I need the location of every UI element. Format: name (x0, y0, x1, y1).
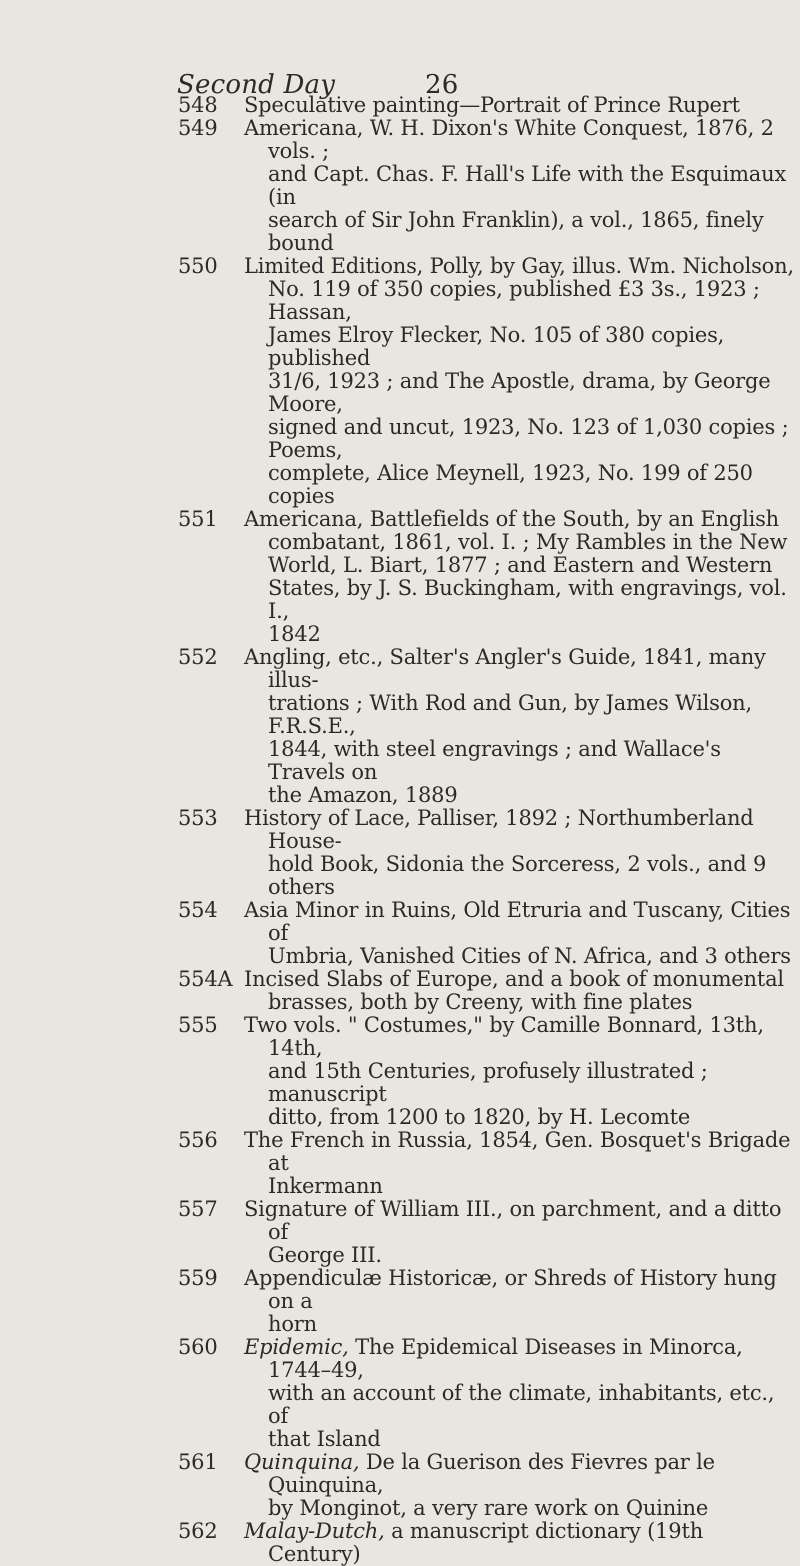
lot-number: 560 (178, 1335, 218, 1359)
lot-number: 553 (178, 806, 218, 830)
lot-entry (0, 255, 800, 508)
lot-entry (0, 94, 800, 117)
lot-description: Americana, Battlefields of the South, by an English combatant, 1861, vol. I. ; My Rambles in the New World, L. Biart, 1877 ; and Eastern and Western States, by J. S. Buckingham, with engravings, vol. I., 1842 (244, 507, 788, 646)
lot-entry (0, 899, 800, 968)
lot-description: Limited Editions, Polly, by Gay, illus. Wm. Nicholson, No. 119 of 350 copies, published £3 3s., 1923 ; Hassan, James Elroy Flecker, No. 105 of 380 copies, published 31/6, 1923 ; and The Apostle, drama, by George Moore, signed and uncut, 1923, No. 123 of 1,030 copies ; Poems, complete, Alice Meynell, 1923, No. 199 of 250 copies (244, 254, 794, 508)
lot-entry (0, 646, 800, 807)
lot-description: Americana, W. H. Dixon's White Conquest, 1876, 2 vols. ; and Capt. Chas. F. Hall's Life with the Esquimaux (in search of Sir John Franklin), a vol., 1865, finely bound (244, 116, 787, 255)
lot-number: 551 (178, 507, 218, 531)
lot-entry (0, 508, 800, 646)
lot-entry (0, 1520, 800, 1566)
lot-entry (0, 1198, 800, 1267)
lot-number: 550 (178, 254, 218, 278)
lot-description: Appendiculæ Historicæ, or Shreds of History hung on a horn (244, 1266, 777, 1336)
lot-entry (0, 1267, 800, 1336)
lot-number: 555 (178, 1013, 218, 1037)
lot-description (244, 1451, 796, 1520)
lot-entry (0, 117, 800, 255)
lot-entry (0, 1336, 800, 1451)
lot-description (244, 1336, 796, 1451)
lot-description: Incised Slabs of Europe, and a book of monumental brasses, both by Creeny, with fine plates (244, 967, 784, 1014)
lot-number: 562 (178, 1519, 218, 1543)
lot-number: 559 (178, 1266, 218, 1290)
day-title: Second Day (177, 70, 336, 100)
lot-description: The French in Russia, 1854, Gen. Bosquet's Brigade at Inkermann (244, 1128, 791, 1198)
lot-entry (0, 1129, 800, 1198)
lot-description: Angling, etc., Salter's Angler's Guide, 1841, many illus- trations ; With Rod and Gun, by James Wilson, F.R.S.E., 1844, with steel engravings ; and Wallace's Travels on the Amazon, 1889 (244, 645, 766, 807)
lot-number: 557 (178, 1197, 218, 1221)
lot-list (0, 92, 800, 1566)
lot-description-text: a manuscript dictionary (19th Century) (268, 1519, 704, 1566)
lot-entry (0, 807, 800, 899)
lot-title-italic: Malay-Dutch, (244, 1519, 385, 1543)
lot-description: Speculative painting—Portrait of Prince Rupert (244, 93, 740, 117)
lot-entry (0, 1014, 800, 1129)
lot-entry (0, 1451, 800, 1520)
lot-title-italic: Quinquina, (244, 1450, 360, 1474)
lot-description-text: The Epidemical Diseases in Minorca, 1744–49, with an account of the climate, inhabitants, etc., of that Island (268, 1335, 775, 1451)
lot-title-italic: Epidemic, (244, 1335, 349, 1359)
lot-description (244, 1520, 796, 1566)
lot-description: Asia Minor in Ruins, Old Etruria and Tuscany, Cities of Umbria, Vanished Cities of N. Africa, and 3 others (244, 898, 791, 968)
lot-description: Signature of William III., on parchment, and a ditto of George III. (244, 1197, 782, 1267)
lot-description: Two vols. " Costumes," by Camille Bonnard, 13th, 14th, and 15th Centuries, profusely illustrated ; manuscript ditto, from 1200 to 1820, by H. Lecomte (244, 1013, 764, 1129)
lot-number: 556 (178, 1128, 218, 1152)
lot-entry (0, 968, 800, 1014)
lot-number: 552 (178, 645, 218, 669)
lot-description-text: De la Guerison des Fievres par le Quinquina, by Monginot, a very rare work on Quinine (268, 1450, 715, 1520)
lot-number: 549 (178, 116, 218, 140)
lot-number: 554 (178, 898, 218, 922)
page-number: 26 (425, 70, 459, 100)
lot-number: 554A (178, 967, 233, 991)
lot-number: 548 (178, 93, 218, 117)
lot-number: 561 (178, 1450, 218, 1474)
lot-description: History of Lace, Palliser, 1892 ; Northumberland House- hold Book, Sidonia the Sorceress, 2 vols., and 9 others (244, 806, 767, 899)
